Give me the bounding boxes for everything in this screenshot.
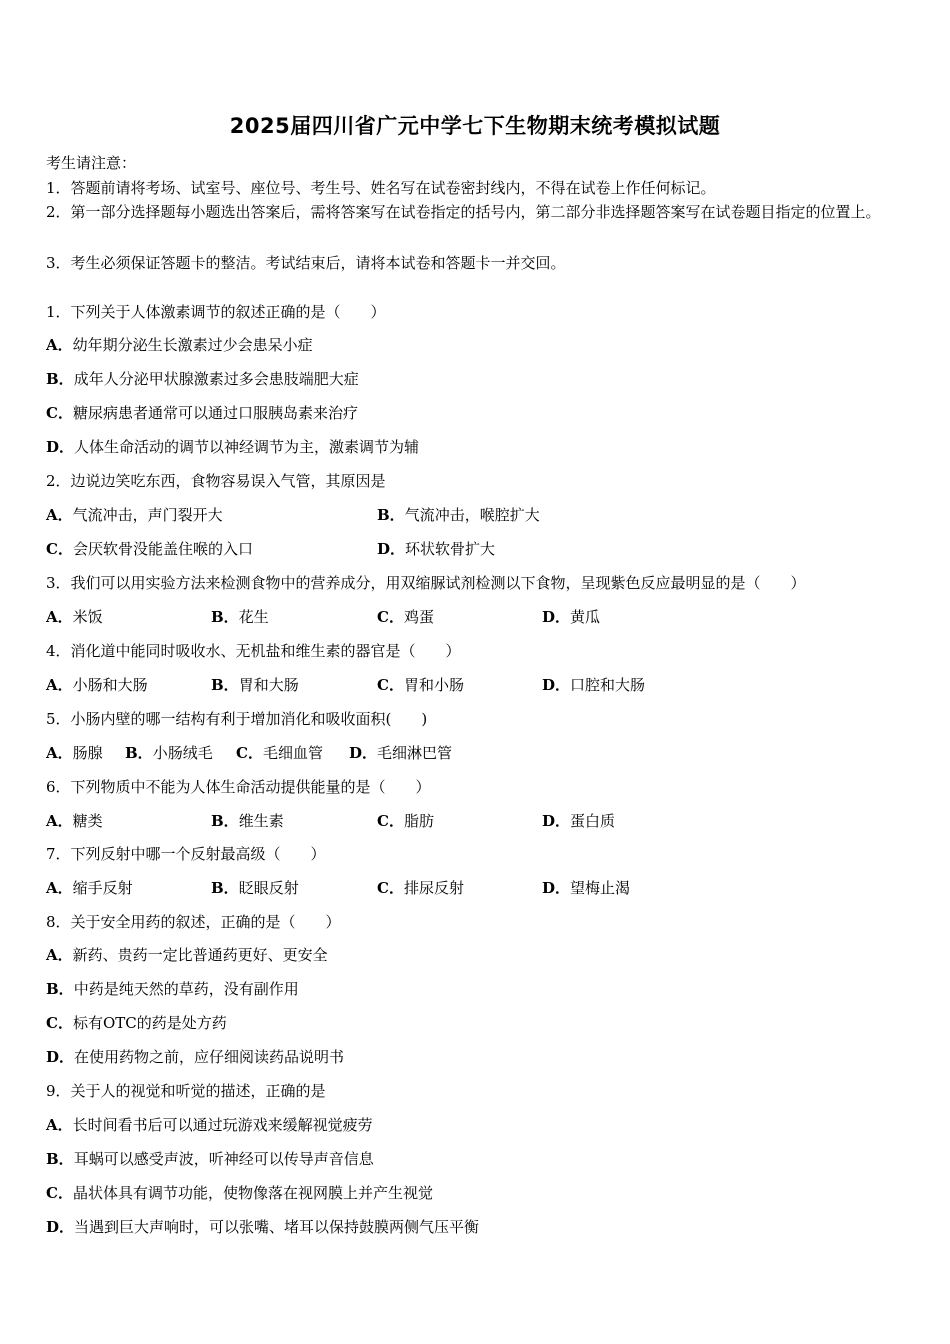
option-text: 耳蜗可以感受声波，听神经可以传导声音信息 [73, 1150, 374, 1168]
option-text: 缩手反射 [72, 879, 133, 897]
option-text: 当遇到巨大声响时，可以张嘴、堵耳以保持鼓膜两侧气压平衡 [74, 1218, 480, 1236]
option-text: 排尿反射 [403, 879, 464, 897]
option-text: 望梅止渴 [570, 879, 631, 897]
option-label: D． [542, 879, 571, 897]
option-text: 口腔和大肠 [570, 676, 646, 694]
option-text: 肠腺 [72, 744, 103, 762]
option-label: A． [46, 608, 73, 626]
option-text: 新药、贵药一定比普通药更好、更安全 [72, 946, 328, 964]
notice-item: 1．答题前请将考场、试室号、座位号、考生号、姓名写在试卷密封线内，不得在试卷上作任何标记。 [46, 179, 716, 197]
question-option[interactable] [46, 1013, 227, 1033]
question-stem: 5．小肠内壁的哪一结构有利于增加消化和吸收面积( ) [46, 710, 428, 728]
notice-item: 3．考生必须保证答题卡的整洁。考试结束后，请将本试卷和答题卡一并交回。 [46, 254, 566, 272]
option-text: 维生素 [238, 812, 284, 830]
question-option[interactable] [46, 1217, 479, 1237]
option-text: 晶状体具有调节功能，使物像落在视网膜上并产生视觉 [72, 1184, 433, 1202]
option-text: 米饭 [72, 608, 103, 626]
option-text: 会厌软骨没能盖住喉的入口 [72, 540, 253, 558]
question-option[interactable] [46, 945, 328, 965]
question-option[interactable] [46, 403, 358, 423]
option-label: B． [211, 879, 239, 897]
option-text: 脂肪 [403, 812, 434, 830]
question-option[interactable] [211, 675, 299, 695]
option-label: D． [349, 744, 378, 762]
question-option[interactable] [211, 811, 284, 831]
question-option[interactable] [46, 979, 299, 999]
option-label: A． [46, 336, 73, 354]
notice-heading: 考生请注意： [46, 154, 137, 172]
option-text: 毛细血管 [262, 744, 323, 762]
question-option[interactable] [377, 878, 464, 898]
question-option[interactable] [542, 811, 615, 831]
option-label: D． [542, 812, 571, 830]
option-text: 鸡蛋 [403, 608, 434, 626]
option-label: B． [46, 370, 74, 388]
option-text: 糖尿病患者通常可以通过口服胰岛素来治疗 [72, 404, 358, 422]
question-option[interactable] [377, 811, 434, 831]
question-option[interactable] [46, 505, 223, 525]
option-text: 幼年期分泌生长激素过少会患呆小症 [72, 336, 313, 354]
option-label: B． [46, 1150, 74, 1168]
question-option[interactable] [236, 743, 323, 763]
option-text: 黄瓜 [570, 608, 601, 626]
option-label: B． [211, 608, 239, 626]
question-stem: 3．我们可以用实验方法来检测食物中的营养成分，用双缩脲试剂检测以下食物，呈现紫色反应最明显的是（ ） [46, 574, 806, 592]
option-text: 标有OTC的药是处方药 [72, 1014, 227, 1032]
option-text: 中药是纯天然的草药，没有副作用 [73, 980, 299, 998]
option-label: D． [377, 540, 406, 558]
option-text: 小肠绒毛 [152, 744, 213, 762]
option-text: 人体生命活动的调节以神经调节为主，激素调节为辅 [74, 438, 420, 456]
option-label: D． [46, 1218, 75, 1236]
option-label: D． [542, 608, 571, 626]
option-label: B． [211, 812, 239, 830]
question-option[interactable] [46, 1115, 373, 1135]
question-option[interactable] [377, 539, 495, 559]
question-option[interactable] [46, 1047, 344, 1067]
question-stem: 8．关于安全用药的叙述，正确的是（ ） [46, 913, 341, 931]
question-stem: 1．下列关于人体激素调节的叙述正确的是（ ） [46, 303, 386, 321]
option-text: 胃和小肠 [403, 676, 464, 694]
question-option[interactable] [46, 743, 103, 763]
option-text: 成年人分泌甲状腺激素过多会患肢端肥大症 [73, 370, 359, 388]
question-option[interactable] [211, 878, 299, 898]
option-text: 在使用药物之前，应仔细阅读药品说明书 [74, 1048, 345, 1066]
option-label: C． [46, 1184, 73, 1202]
question-stem: 4．消化道中能同时吸收水、无机盐和维生素的器官是（ ） [46, 642, 461, 660]
option-label: C． [377, 608, 404, 626]
option-label: B． [125, 744, 153, 762]
option-label: A． [46, 879, 73, 897]
question-stem: 7．下列反射中哪一个反射最高级（ ） [46, 845, 326, 863]
option-label: A． [46, 676, 73, 694]
option-label: A． [46, 812, 73, 830]
question-option[interactable] [125, 743, 213, 763]
question-option[interactable] [46, 878, 133, 898]
question-option[interactable] [542, 878, 630, 898]
question-option[interactable] [46, 1183, 433, 1203]
question-option[interactable] [46, 675, 148, 695]
option-text: 花生 [238, 608, 269, 626]
question-option[interactable] [46, 539, 253, 559]
question-stem: 2．边说边笑吃东西，食物容易误入气管，其原因是 [46, 472, 386, 490]
option-text: 眨眼反射 [238, 879, 299, 897]
option-label: C． [46, 404, 73, 422]
notice-item: 2．第一部分选择题每小题选出答案后，需将答案写在试卷指定的括号内，第二部分非选择题答案写在试卷题目指定的位置上。 [46, 203, 881, 221]
option-label: C． [46, 540, 73, 558]
option-text: 环状软骨扩大 [405, 540, 496, 558]
question-option[interactable] [46, 437, 419, 457]
question-option[interactable] [46, 811, 103, 831]
option-label: D． [46, 438, 75, 456]
option-label: A． [46, 1116, 73, 1134]
question-option[interactable] [377, 675, 464, 695]
question-stem: 9．关于人的视觉和听觉的描述，正确的是 [46, 1082, 326, 1100]
question-option[interactable] [377, 505, 540, 525]
option-label: C． [236, 744, 263, 762]
option-text: 蛋白质 [570, 812, 616, 830]
option-label: C． [46, 1014, 73, 1032]
option-text: 毛细淋巴管 [377, 744, 453, 762]
option-label: D． [542, 676, 571, 694]
option-label: B． [46, 980, 74, 998]
option-label: B． [211, 676, 239, 694]
page-title: 2025届四川省广元中学七下生物期末统考模拟试题 [229, 114, 721, 138]
question-option[interactable] [542, 675, 645, 695]
option-text: 气流冲击，喉腔扩大 [404, 506, 540, 524]
option-text: 糖类 [72, 812, 103, 830]
question-option[interactable] [46, 1149, 374, 1169]
option-label: C． [377, 879, 404, 897]
question-option[interactable] [46, 335, 313, 355]
question-option[interactable] [349, 743, 452, 763]
option-label: A． [46, 506, 73, 524]
option-text: 气流冲击，声门裂开大 [72, 506, 223, 524]
question-option[interactable] [377, 607, 434, 627]
question-option[interactable] [211, 607, 269, 627]
question-option[interactable] [46, 607, 103, 627]
question-option[interactable] [542, 607, 600, 627]
option-text: 胃和大肠 [238, 676, 299, 694]
option-label: C． [377, 812, 404, 830]
option-label: C． [377, 676, 404, 694]
question-stem: 6．下列物质中不能为人体生命活动提供能量的是（ ） [46, 778, 431, 796]
option-label: A． [46, 744, 73, 762]
option-text: 小肠和大肠 [72, 676, 148, 694]
question-option[interactable] [46, 369, 359, 389]
option-label: A． [46, 946, 73, 964]
option-label: D． [46, 1048, 75, 1066]
option-text: 长时间看书后可以通过玩游戏来缓解视觉疲劳 [72, 1116, 373, 1134]
option-label: B． [377, 506, 405, 524]
